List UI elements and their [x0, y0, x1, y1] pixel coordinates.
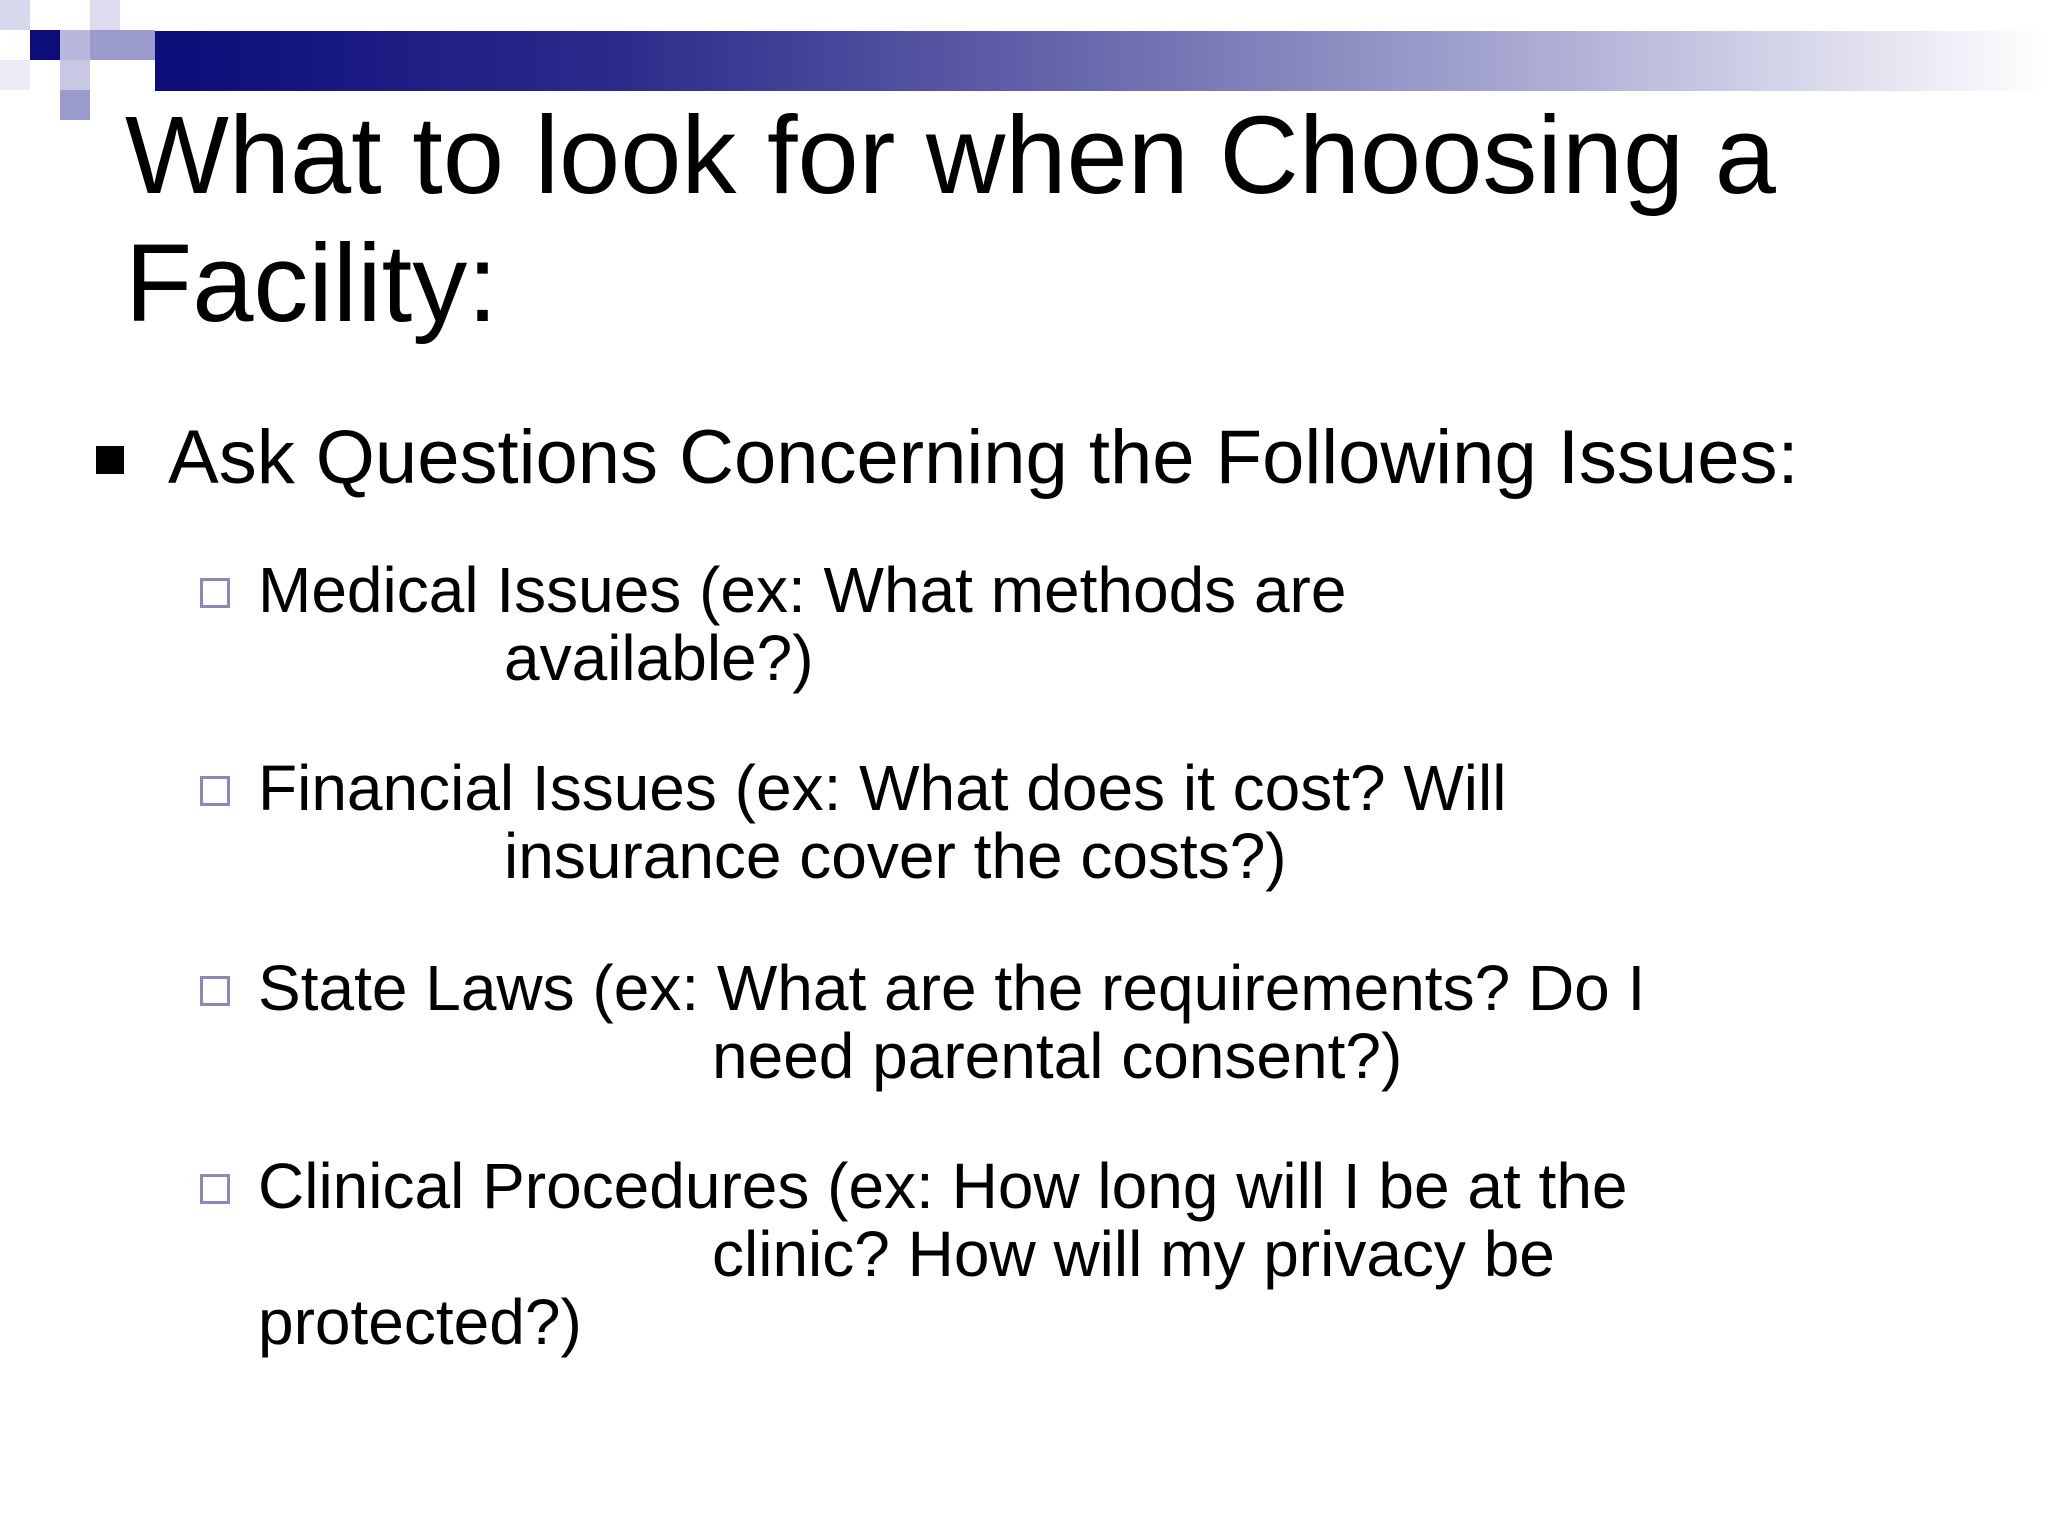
sub-bullet-line: need parental consent?): [712, 1020, 1403, 1092]
decor-square: [0, 0, 30, 30]
slide-title: [125, 92, 2005, 348]
decor-square: [0, 60, 30, 90]
sub-bullet-line: protected?): [258, 1286, 582, 1358]
sub-bullet-line: insurance cover the costs?): [504, 820, 1287, 892]
sub-bullet-line: State Laws (ex: What are the requirements? Do I: [258, 952, 1646, 1024]
decor-square: [60, 60, 90, 90]
title-line-1: What to look for when Choosing a: [125, 94, 1776, 217]
sub-bullet-line: Medical Issues (ex: What methods are: [258, 554, 1347, 626]
hollow-square-bullet-icon: [200, 578, 230, 608]
decor-square: [60, 90, 90, 120]
title-line-2: Facility:: [125, 222, 498, 345]
hollow-square-bullet-icon: [200, 776, 230, 806]
decor-square: [60, 30, 90, 60]
decor-square: [90, 0, 120, 30]
hollow-square-bullet-icon: [200, 1174, 230, 1204]
decor-square: [90, 30, 155, 60]
main-bullet-text: Ask Questions Concerning the Following Issues:: [168, 415, 1799, 500]
decor-square: [30, 30, 60, 60]
hollow-square-bullet-icon: [200, 976, 230, 1006]
sub-bullet-line: available?): [504, 622, 814, 694]
header-gradient-bar: [155, 31, 2048, 91]
sub-bullet-line: Clinical Procedures (ex: How long will I be at the: [258, 1150, 1628, 1222]
square-bullet-icon: [96, 446, 124, 474]
sub-bullet-line: Financial Issues (ex: What does it cost? Will: [258, 752, 1507, 824]
sub-bullet-line: clinic? How will my privacy be: [712, 1218, 1555, 1290]
